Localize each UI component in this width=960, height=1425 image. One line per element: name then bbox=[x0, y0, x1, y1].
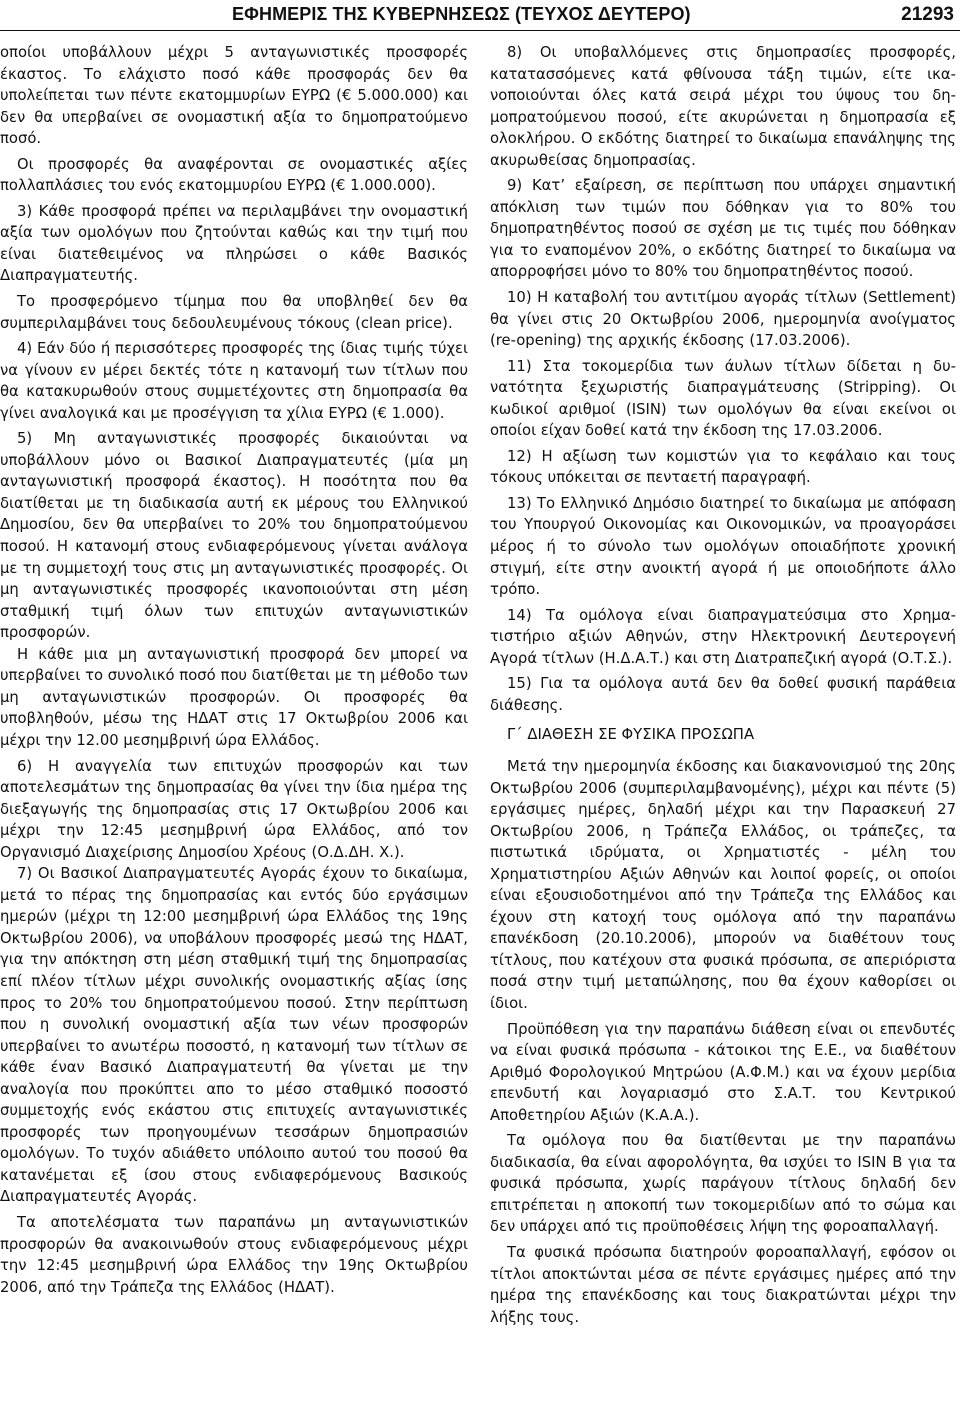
paragraph: Τα φυσικά πρόσωπα διατηρούν φοροαπαλλαγή, εφόσον οι τίτλοι αποκτώνται μέσα σε πέντε εργάσιμες ημέρες από την ημέρα της επανέκδοσης και τους διακρατώνται μέχρι την λήξης τους. bbox=[490, 1243, 956, 1326]
page-number: 21293 bbox=[901, 4, 954, 25]
paragraph: Οι προσφορές θα αναφέρονται σε ονομαστικές αξίες πολλαπλάσιες του ενός εκατομμυρίου ΕΥΡΩ (€ 1.000.000). bbox=[0, 155, 468, 195]
paragraph: Τα ομόλογα που θα διατίθενται με την παραπάνω διαδικασία, θα είναι αφορολόγητα, θα ισχύει το ISIN B για τα φυσικά πρόσωπα, χωρίς παράγουν τίτλους δηλαδή δεν επιτρέπεται η αποκοπή των τοκομεριδίων από το σώμα και δεν υπάρχει από τις προϋποθέσεις λήψη της φοροαπαλλαγή. bbox=[490, 1132, 956, 1236]
left-column bbox=[0, 42, 468, 1422]
paragraph: 12) Η αξίωση των κομιστών για το κεφάλαιο και τους τόκους υπόκειται σε πενταετή παραγραφή. bbox=[490, 447, 956, 487]
paragraph: 10) Η καταβολή του αντιτίμου αγοράς τίτλων (Settlement) θα γίνει στις 20 Οκτωβρίου 2006, ημερομηνία ανοίγματος (re-opening) της αρχικής έκδοσης (17.03.2006). bbox=[490, 289, 956, 350]
paragraph: 7) Οι Βασικοί Διαπραγματευτές Αγοράς έχουν το δικαίωμα, μετά το πέρας της δημοπρασίας και εντός δύο εργάσιμων ημερών (μέχρι τη 12:00 μεσημβρινή ώρα Ελλάδος της 19ης Οκτωβρίου 2006), να υποβάλουν προσφορές μεσώ της ΗΔΑΤ, για την απόκτηση στη μέση σταθμική τιμή της δημοπρασίας επί πλέον τίτλων μέχρι συνολικής ονομαστικής αξίας ίσης προς το 20% του δημοπρατούμενου ποσού. Στην περίπτωση που η συνολική ονομαστική αξία των νέων προσφορών υπερβαίνει το ανωτέρω ποσοστό, η κατανομή των τίτλων σε κάθε έναν Βασικό Διαπραγματευτή θα γίνεται με την αναλογία που προκύπτει απο το μέσο σταθμικό ποσοστό συμμετοχής ενός εκάστου στις επιτυχείς ανταγωνιστικές προσφορές των προηγουμένων τεσσάρων δημοπρασιών ομολόγων. Το τυχόν αδιάθετο υπόλοιπο αυτού του ποσού θα κατανέμεται εξ ίσου στους ενδιαφερόμενους Βασικούς Διαπραγματευτές Αγοράς. bbox=[0, 865, 468, 1206]
paragraph: 11) Στα τοκομερίδια των άυλων τίτλων δίδεται η δυνατότητα ξεχωριστής διαπραγμάτευσης (Stripping). Οι κωδικοί αριθμοί (ISIN) των ομολόγων θα είναι εκείνοι οι οποίοι είχαν δοθεί κατά την έκδοση της 17.03.2006. bbox=[490, 357, 956, 440]
paragraph: 14) Τα ομόλογα είναι διαπραγματεύσιμα στο Χρηματιστήριο αξιών Αθηνών, στην Ηλεκτρονική Δευτερογενή Αγορά τίτλων (Η.Δ.Α.Τ.) και στη Διατραπεζική αγορά (Ο.Τ.Σ.). bbox=[490, 606, 956, 667]
paragraph: 8) Οι υποβαλλόμενες στις δημοπρασίες προσφορές, κατατασσόμενες κατά φθίνουσα τάξη τιμών, είτε ικανοποιούνται όλες κατά σειρά μέχρι του ύψους του δημοπρατούμενου ποσού, είτε ακυρώνεται η δημοπρασία εξ ολοκλήρου. Ο εκδότης διατηρεί το δικαίωμα επανάληψης της ακυρωθείσας δημοπρασίας. bbox=[490, 44, 956, 169]
paragraph: Τα αποτελέσματα των παραπάνω μη ανταγωνιστικών προσφορών θα ανακοινωθούν στους ενδιαφερόμενους μέχρι την 12:45 μεσημβρινή ώρα Ελλάδος την 19ης Οκτωβρίου 2006, από την Τράπεζα της Ελλάδος (ΗΔΑΤ). bbox=[0, 1213, 468, 1296]
paragraph: Το προσφερόμενο τίμημα που θα υποβληθεί δεν θα συμπεριλαμβάνει τους δεδουλευμένους τόκους (clean price). bbox=[0, 293, 468, 332]
paragraph: 15) Για τα ομόλογα αυτά δεν θα δοθεί φυσική παράθεια διάθεσης. bbox=[490, 675, 956, 714]
right-column bbox=[490, 42, 956, 1422]
paragraph: 3) Κάθε προσφορά πρέπει να περιλαμβάνει την ονομαστική αξία των ομολόγων που ζητούνται καθώς και την τιμή που είναι διατεθειμένος να πληρώσει ο κάθε Βασικός Διαπραγματευτής. bbox=[0, 202, 468, 285]
paragraph: 4) Εάν δύο ή περισσότερες προσφορές της ίδιας τιμής τύχει να γίνουν εν μέρει δεκτές τότε η κατανομή των τίτλων που θα κατακυρωθούν στους συμμετέχοντες στη δημοπρασία θα γίνει αναλογικά και με προσέγγιση τα χίλια ΕΥΡΩ (€ 1.000). bbox=[0, 340, 468, 422]
paragraph: 9) Κατ’ εξαίρεση, σε περίπτωση που υπάρχει σημαντική απόκλιση των τιμών που δόθηκαν για το 80% του δημοπρατηθέντος ποσού σε σχέση με τις τιμές που δόθηκαν για το εναπομένον 20%, ο εκδότης διατηρεί το δικαίωμα να απορροφήσει μόνο το 80% του δημοπρατηθέντος ποσού. bbox=[490, 177, 956, 281]
paragraph: 13) Το Ελληνικό Δημόσιο διατηρεί το δικαίωμα με απόφαση του Υπουργού Οικονομίας και Οικονομικών, να προαγοράσει μέρος ή το σύνολο των ομολόγων οποιαδήποτε χρονική στιγμή, είτε στην ανοικτή αγορά ή με οποιοδήποτε άλλο τρόπο. bbox=[490, 494, 956, 599]
section-heading: Γ΄ ΔΙΑΘΕΣΗ ΣΕ ΦΥΣΙΚΑ ΠΡΟΣΩΠΑ bbox=[507, 726, 755, 744]
paragraph: Μετά την ημερομηνία έκδοσης και διακανονισμού της 20ης Οκτωβρίου 2006 (συμπεριλαμβανομένης), μέχρι και πέντε (5) εργάσιμες ημέρες, δηλαδή μέχρι και την Παρασκευή 27 Οκτωβρίου 2006, η Τράπεζα Ελλάδος, οι τράπεζες, τα πιστωτικά ιδρύματα, οι Χρηματιστές - μέλη του Χρηματιστηρίου Αξιών Αθηνών και λοιποί φορείς, οι οποίοι είναι εξουσιοδοτημένοι από την Τράπεζα της Ελλάδος και έχουν στη κατοχή τους ομόλογα από την παραπάνω επανέκδοση (20.10.2006), μπορούν να διαθέτουν τους τίτλους, που κατέχουν στα φυσικά πρόσωπα, σε απεριόριστα ποσά στην τιμή μεταπώλησης, που θα έχουν καθορίσει οι ίδιοι. bbox=[490, 757, 956, 1012]
paragraph: 5) Μη ανταγωνιστικές προσφορές δικαιούνται να υποβάλλουν μόνο οι Βασικοί Διαπραγματευτές (μία μη ανταγωνιστική προσφορά έκαστος). Η ποσότητα που θα διατίθεται με τη διαδικασία αυτή εκ μέρους του Ελληνικού Δημοσίου, δεν θα υπερβαίνει το 20% του δημοπρατούμενου ποσού. Η κατανομή στους ενδιαφερόμενους γίνεται ανάλογα με τη συμμετοχή τους στις μη ανταγωνιστικές προσφορές. Οι μη ανταγωνιστικές προσφορές ικανοποιούνται στη μέση σταθμική τιμή όλων των επιτυχών ανταγωνιστικών προσφορών. bbox=[0, 430, 468, 642]
paragraph: Προϋπόθεση για την παραπάνω διάθεση είναι οι επενδυτές να είναι φυσικά πρόσωπα - κάτοικοι της Ε.Ε., να διαθέτουν Αριθμό Φορολογικού Μητρώου (Α.Φ.Μ.) και να έχουν μερίδια επενδυτή και λογαριασμό στο Σ.Α.Τ. του Κεντρικού Αποθετηρίου Αξιών (Κ.Α.Α.). bbox=[490, 1020, 956, 1124]
paragraph: οποίοι υποβάλλουν μέχρι 5 ανταγωνιστικές προσφορές έκαστος. Το ελάχιστο ποσό κάθε προσφοράς δεν θα υπολείπεται των πέντε εκατομμυρίων ΕΥΡΩ (€ 5.000.000) και δεν θα υπερβαίνει σε ονομαστική αξία το δημοπρατούμενο ποσό. bbox=[0, 44, 468, 148]
page-header bbox=[0, 0, 960, 30]
paragraph: 6) Η αναγγελία των επιτυχών προσφορών και των αποτελεσμάτων της δημοπρασίας θα γίνει την ίδια ημέρα της διεξαγωγής της δημοπρασίας στις 17 Οκτωβρίου 2006 και μέχρι την 12:45 μεσημβρινή ώρα Ελλάδος, από τον Οργανισμό Διαχείρισης Δημοσίου Χρέους (Ο.Δ.ΔΗ. Χ.). bbox=[0, 757, 468, 861]
header-divider bbox=[0, 30, 960, 31]
paragraph: Η κάθε μια μη ανταγωνιστική προσφορά δεν μπορεί να υπερβαίνει το συνολικό ποσό που διατίθεται με τη μέθοδο των μη ανταγωνιστικών προσφορών. Οι προσφορές θα υποβληθούν, μέσω της ΗΔΑΤ στις 17 Οκτωβρίου 2006 και μέχρι την 12.00 μεσημβρινή ώρα Ελλάδος. bbox=[0, 645, 468, 749]
gazette-title: ΕΦΗΜΕΡΙΣ ΤΗΣ ΚΥΒΕΡΝΗΣΕΩΣ (ΤΕΥΧΟΣ ΔΕΥΤΕΡΟ) bbox=[232, 4, 691, 24]
